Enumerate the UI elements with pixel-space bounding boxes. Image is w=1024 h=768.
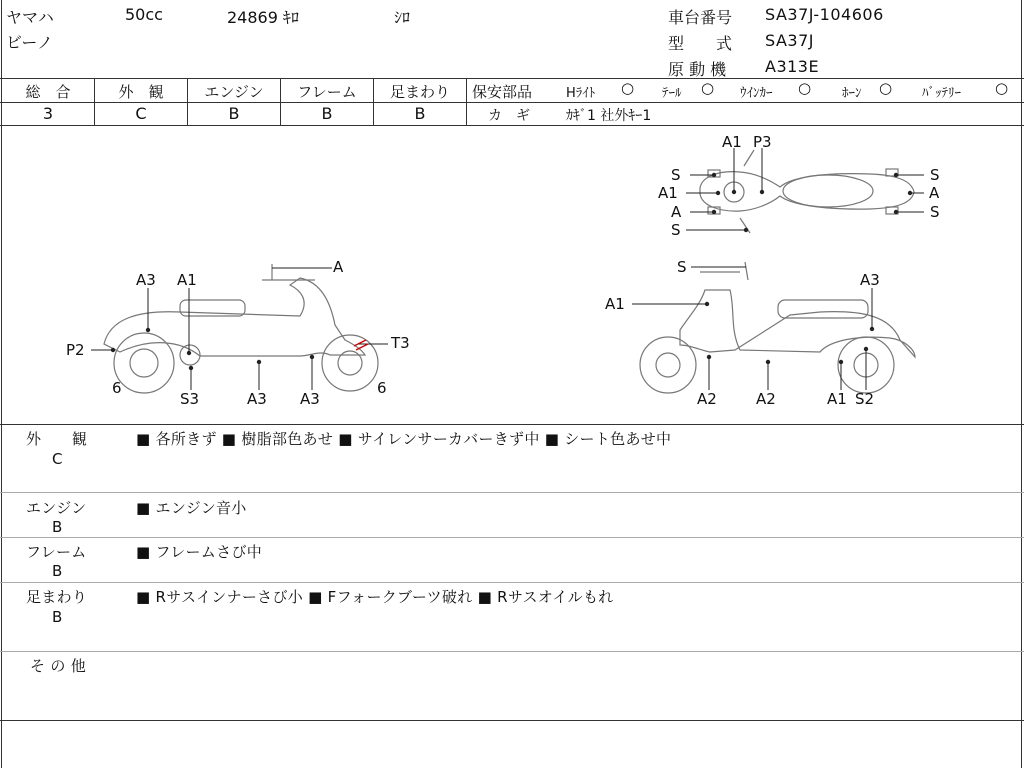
diag-label-right-a1: A1	[605, 295, 625, 313]
diag-label-left-s3: S3	[180, 390, 200, 408]
grade-frame-value: B	[321, 104, 333, 123]
type-value: SA37J	[765, 31, 814, 50]
diag-label-left-a3-front: A3	[300, 390, 320, 408]
grade-exterior-label: 外 観	[118, 83, 164, 101]
key-value: ｶｷﾞ1 社外ｷｰ1	[566, 108, 652, 124]
remark-frame-text: ■ フレームさび中	[136, 543, 263, 561]
remark-exterior-label: 外 観	[26, 430, 88, 448]
model-name: ビーノ	[6, 33, 54, 52]
safety-item-winker: ｳｲﾝｶｰ	[740, 86, 773, 101]
grade-divider-5	[466, 78, 467, 125]
diag-label-top-s-left: S	[671, 166, 681, 184]
remark-frame-grade: B	[52, 562, 63, 580]
safety-item-taillight: ﾃｰﾙ	[662, 86, 682, 101]
remark-suspension-label: 足まわり	[26, 588, 88, 606]
remark-other-label: そ の 他	[30, 657, 87, 675]
diag-label-left-a1: A1	[177, 271, 197, 289]
divider-remark-3	[0, 582, 1024, 583]
damage-diagram	[0, 126, 1020, 423]
remark-suspension-text: ■ Rサスインナーさび小 ■ Fフォークブーツ破れ ■ Rサスオイルもれ	[136, 588, 614, 606]
displacement: 50cc	[125, 5, 163, 24]
label-leader-lines	[91, 148, 924, 390]
damage-mark-red	[354, 340, 368, 350]
maker-name: ヤマハ	[6, 8, 54, 27]
divider-remark-5	[0, 720, 1024, 721]
engine-code: A313E	[765, 57, 820, 76]
diag-label-left-p2: P2	[66, 341, 85, 359]
diag-label-right-s: S	[677, 258, 687, 276]
diag-label-left-a3-seat: A3	[136, 271, 156, 289]
divider-grade-row	[0, 102, 1024, 103]
diag-label-right-a2-floor: A2	[756, 390, 776, 408]
mileage: 24869 ｷﾛ	[227, 8, 299, 27]
safety-mark-taillight: ○	[701, 79, 715, 97]
divider-diagram	[0, 424, 1024, 425]
safety-item-headlight: Hﾗｲﾄ	[566, 86, 596, 101]
grade-suspension-value: B	[414, 104, 426, 123]
remark-engine-text: ■ エンジン音小	[136, 499, 247, 517]
diag-label-right-a3: A3	[860, 271, 880, 289]
safety-mark-headlight: ○	[621, 79, 635, 97]
remark-suspension-grade: B	[52, 608, 63, 626]
grade-overall-label: 総 合	[25, 83, 71, 101]
safety-mark-battery: ○	[995, 79, 1009, 97]
diag-label-top-s-right-2: S	[930, 203, 940, 221]
safety-label: 保安部品	[472, 83, 533, 101]
grade-engine-label: エンジン	[204, 83, 264, 101]
safety-item-battery: ﾊﾞｯﾃﾘｰ	[922, 86, 961, 101]
diag-label-right-s2: S2	[855, 390, 875, 408]
safety-mark-horn: ○	[879, 79, 893, 97]
diag-label-top-a1-left: A1	[658, 184, 678, 202]
frame-no: SA37J-104606	[765, 5, 884, 24]
grade-suspension-label: 足まわり	[389, 83, 450, 101]
body-color: ｼﾛ	[394, 8, 411, 27]
safety-item-horn: ﾎｰﾝ	[842, 86, 862, 101]
diag-label-left-a: A	[333, 258, 344, 276]
diag-label-top-p3: P3	[753, 133, 772, 151]
frame-no-label: 車台番号	[668, 8, 733, 27]
divider-remark-4	[0, 651, 1024, 652]
type-label: 型 式	[668, 34, 733, 53]
frame-right-border	[1021, 0, 1022, 768]
diag-label-right-a1-rear: A1	[827, 390, 847, 408]
grade-frame-label: フレーム	[297, 83, 357, 101]
grade-exterior-value: C	[135, 104, 147, 123]
key-label: カ ギ	[488, 108, 530, 124]
diag-label-top-a-left: A	[671, 203, 682, 221]
diag-label-right-a2-front: A2	[697, 390, 717, 408]
remark-frame-label: フレーム	[26, 543, 87, 561]
remark-exterior-grade: C	[52, 450, 63, 468]
safety-mark-winker: ○	[798, 79, 812, 97]
diag-label-top-a-right: A	[929, 184, 940, 202]
remark-exterior-text: ■ 各所きず ■ 樹脂部色あせ ■ サイレンサーカバーきず中 ■ シート色あせ中	[136, 430, 672, 448]
grade-overall-value: 3	[42, 104, 54, 123]
diag-label-top-a1: A1	[722, 133, 742, 151]
grade-engine-value: B	[228, 104, 240, 123]
remark-engine-label: エンジン	[26, 499, 87, 517]
diag-label-top-s-bottom: S	[671, 221, 681, 239]
divider-header	[0, 78, 1024, 79]
diag-label-left-6-front: 6	[377, 379, 387, 397]
diag-label-left-6-rear: 6	[112, 379, 122, 397]
remark-engine-grade: B	[52, 518, 63, 536]
divider-remark-1	[0, 492, 1024, 493]
engine-label: 原 動 機	[668, 60, 727, 79]
divider-remark-2	[0, 537, 1024, 538]
diag-label-left-t3: T3	[391, 334, 410, 352]
diag-label-top-s-right: S	[930, 166, 940, 184]
diag-label-left-a3-floor: A3	[247, 390, 267, 408]
